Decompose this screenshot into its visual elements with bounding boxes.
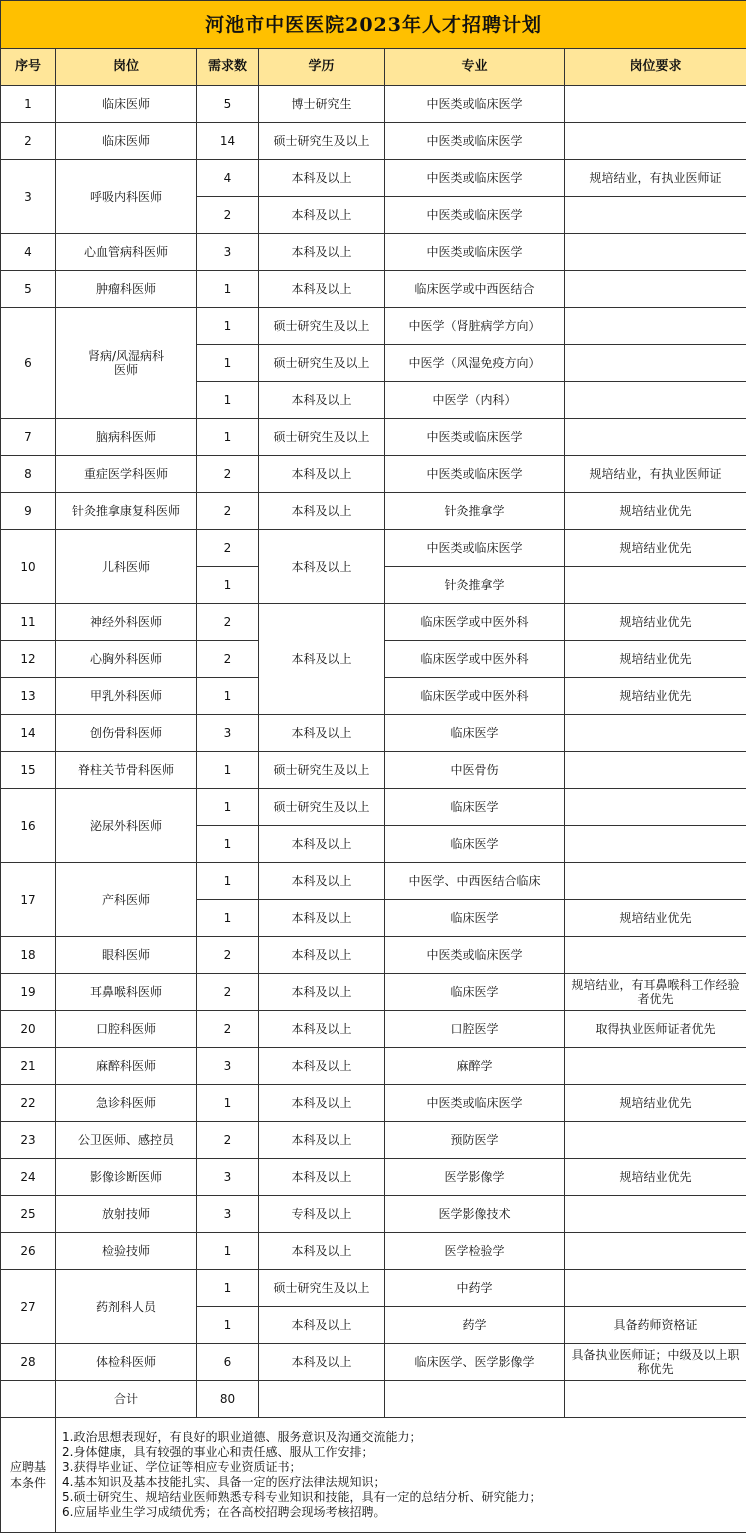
demand-count: 2	[197, 530, 259, 567]
row-number: 10	[1, 530, 56, 604]
post-requirement: 规培结业优先	[565, 530, 746, 567]
post-name: 产科医师	[56, 863, 197, 937]
major: 中医类或临床医学	[385, 1085, 565, 1122]
total-blank	[259, 1381, 385, 1418]
major: 中医类或临床医学	[385, 86, 565, 123]
major: 中医类或临床医学	[385, 456, 565, 493]
post-requirement	[565, 1196, 746, 1233]
post-name: 脑病科医师	[56, 419, 197, 456]
row-number: 2	[1, 123, 56, 160]
total-blank	[1, 1381, 56, 1418]
post-name: 影像诊断医师	[56, 1159, 197, 1196]
post-requirement	[565, 715, 746, 752]
demand-count: 1	[197, 900, 259, 937]
post-name: 急诊科医师	[56, 1085, 197, 1122]
row-number: 4	[1, 234, 56, 271]
post-requirement: 规培结业，有耳鼻喉科工作经验者优先	[565, 974, 746, 1011]
education: 本科及以上	[259, 974, 385, 1011]
header-cell-edu: 学历	[259, 49, 385, 86]
post-requirement: 具备药师资格证	[565, 1307, 746, 1344]
major: 临床医学	[385, 789, 565, 826]
page-title: 河池市中医医院2023年人才招聘计划	[1, 1, 746, 49]
post-requirement	[565, 86, 746, 123]
demand-count: 6	[197, 1344, 259, 1381]
table-row	[1, 604, 746, 641]
post-name: 呼吸内科医师	[56, 160, 197, 234]
major: 中医学（内科）	[385, 382, 565, 419]
condition-item: 5.硕士研究生、规培结业医师熟悉专科专业知识和技能，具有一定的总结分析、研究能力；	[62, 1490, 740, 1505]
demand-count: 1	[197, 1270, 259, 1307]
row-number: 27	[1, 1270, 56, 1344]
post-requirement	[565, 197, 746, 234]
post-requirement: 规培结业优先	[565, 678, 746, 715]
row-number: 28	[1, 1344, 56, 1381]
post-requirement	[565, 308, 746, 345]
post-requirement	[565, 271, 746, 308]
post-name: 针灸推拿康复科医师	[56, 493, 197, 530]
row-number: 11	[1, 604, 56, 641]
major: 中医骨伤	[385, 752, 565, 789]
row-number: 9	[1, 493, 56, 530]
post-requirement: 规培结业优先	[565, 493, 746, 530]
post-requirement: 规培结业优先	[565, 1159, 746, 1196]
demand-count: 3	[197, 234, 259, 271]
post-name: 公卫医师、感控员	[56, 1122, 197, 1159]
table-row	[1, 530, 746, 567]
post-name: 儿科医师	[56, 530, 197, 604]
education: 本科及以上	[259, 160, 385, 197]
table-row	[1, 1085, 746, 1122]
post-name: 创伤骨科医师	[56, 715, 197, 752]
post-requirement	[565, 1122, 746, 1159]
post-name: 耳鼻喉科医师	[56, 974, 197, 1011]
education: 本科及以上	[259, 1233, 385, 1270]
post-name: 泌尿外科医师	[56, 789, 197, 863]
demand-count: 1	[197, 678, 259, 715]
major: 临床医学	[385, 826, 565, 863]
education: 本科及以上	[259, 1085, 385, 1122]
demand-count: 3	[197, 1196, 259, 1233]
table-row	[1, 308, 746, 345]
demand-count: 14	[197, 123, 259, 160]
post-requirement	[565, 789, 746, 826]
row-number: 8	[1, 456, 56, 493]
row-number: 22	[1, 1085, 56, 1122]
table-row	[1, 493, 746, 530]
post-name: 心胸外科医师	[56, 641, 197, 678]
major: 麻醉学	[385, 1048, 565, 1085]
table-row	[1, 1233, 746, 1270]
major: 口腔医学	[385, 1011, 565, 1048]
row-number: 1	[1, 86, 56, 123]
post-name: 神经外科医师	[56, 604, 197, 641]
table-row	[1, 86, 746, 123]
major: 临床医学	[385, 900, 565, 937]
education: 本科及以上	[259, 1011, 385, 1048]
post-requirement: 规培结业优先	[565, 900, 746, 937]
row-number: 15	[1, 752, 56, 789]
education: 本科及以上	[259, 271, 385, 308]
table-row	[1, 419, 746, 456]
major: 中医类或临床医学	[385, 419, 565, 456]
major: 药学	[385, 1307, 565, 1344]
education: 本科及以上	[259, 937, 385, 974]
education: 硕士研究生及以上	[259, 789, 385, 826]
major: 针灸推拿学	[385, 567, 565, 604]
row-number: 19	[1, 974, 56, 1011]
major: 中医学（风湿免疫方向）	[385, 345, 565, 382]
post-requirement	[565, 937, 746, 974]
table-row	[1, 789, 746, 826]
demand-count: 2	[197, 604, 259, 641]
post-name: 眼科医师	[56, 937, 197, 974]
table-row	[1, 1048, 746, 1085]
post-requirement	[565, 234, 746, 271]
major: 临床医学	[385, 974, 565, 1011]
table-row	[1, 752, 746, 789]
major: 临床医学或中医外科	[385, 604, 565, 641]
post-name: 重症医学科医师	[56, 456, 197, 493]
demand-count: 4	[197, 160, 259, 197]
post-requirement: 规培结业优先	[565, 1085, 746, 1122]
post-requirement	[565, 382, 746, 419]
table-row	[1, 234, 746, 271]
condition-item: 2.身体健康，具有较强的事业心和责任感、服从工作安排；	[62, 1445, 740, 1460]
row-number: 24	[1, 1159, 56, 1196]
conditions-row	[1, 1418, 746, 1533]
row-number: 18	[1, 937, 56, 974]
row-number: 20	[1, 1011, 56, 1048]
education: 本科及以上	[259, 863, 385, 900]
major: 中药学	[385, 1270, 565, 1307]
post-requirement	[565, 123, 746, 160]
major: 临床医学	[385, 715, 565, 752]
post-requirement: 规培结业，有执业医师证	[565, 456, 746, 493]
education: 本科及以上	[259, 1048, 385, 1085]
post-name: 临床医师	[56, 123, 197, 160]
education: 博士研究生	[259, 86, 385, 123]
row-number: 5	[1, 271, 56, 308]
post-requirement	[565, 567, 746, 604]
row-number: 26	[1, 1233, 56, 1270]
row-number: 7	[1, 419, 56, 456]
education: 本科及以上	[259, 493, 385, 530]
education: 本科及以上	[259, 456, 385, 493]
post-requirement	[565, 752, 746, 789]
demand-count: 1	[197, 308, 259, 345]
major: 中医类或临床医学	[385, 530, 565, 567]
table-row	[1, 937, 746, 974]
post-name: 肾病/风湿病科 医师	[56, 308, 197, 419]
table-row	[1, 1122, 746, 1159]
major: 中医类或临床医学	[385, 160, 565, 197]
demand-count: 5	[197, 86, 259, 123]
post-requirement: 规培结业，有执业医师证	[565, 160, 746, 197]
major: 医学检验学	[385, 1233, 565, 1270]
demand-count: 1	[197, 752, 259, 789]
header-row	[1, 49, 746, 86]
table-body	[1, 1, 746, 1533]
education: 本科及以上	[259, 197, 385, 234]
demand-count: 1	[197, 271, 259, 308]
row-number: 6	[1, 308, 56, 419]
post-requirement	[565, 1270, 746, 1307]
demand-count: 2	[197, 1122, 259, 1159]
row-number: 25	[1, 1196, 56, 1233]
total-blank	[565, 1381, 746, 1418]
education: 本科及以上	[259, 1159, 385, 1196]
row-number: 14	[1, 715, 56, 752]
header-cell-req: 岗位要求	[565, 49, 746, 86]
total-row	[1, 1381, 746, 1418]
demand-count: 3	[197, 715, 259, 752]
post-name: 口腔科医师	[56, 1011, 197, 1048]
education: 本科及以上	[259, 826, 385, 863]
major: 中医学、中西医结合临床	[385, 863, 565, 900]
major: 中医类或临床医学	[385, 234, 565, 271]
row-number: 17	[1, 863, 56, 937]
demand-count: 1	[197, 567, 259, 604]
education: 本科及以上	[259, 382, 385, 419]
major: 中医类或临床医学	[385, 197, 565, 234]
demand-count: 2	[197, 937, 259, 974]
post-requirement: 具备执业医师证；中级及以上职称优先	[565, 1344, 746, 1381]
total-label: 合计	[56, 1381, 197, 1418]
education: 专科及以上	[259, 1196, 385, 1233]
demand-count: 2	[197, 974, 259, 1011]
post-name: 麻醉科医师	[56, 1048, 197, 1085]
post-requirement	[565, 1048, 746, 1085]
table-row	[1, 1270, 746, 1307]
demand-count: 1	[197, 382, 259, 419]
major: 临床医学、医学影像学	[385, 1344, 565, 1381]
education: 本科及以上	[259, 1344, 385, 1381]
post-name: 肿瘤科医师	[56, 271, 197, 308]
row-number: 3	[1, 160, 56, 234]
condition-item: 6.应届毕业生学习成绩优秀；在各高校招聘会现场考核招聘。	[62, 1505, 740, 1520]
post-name: 临床医师	[56, 86, 197, 123]
demand-count: 1	[197, 826, 259, 863]
major: 中医学（肾脏病学方向）	[385, 308, 565, 345]
post-requirement: 规培结业优先	[565, 641, 746, 678]
education: 硕士研究生及以上	[259, 1270, 385, 1307]
education: 本科及以上	[259, 1122, 385, 1159]
education: 本科及以上	[259, 234, 385, 271]
table-row	[1, 123, 746, 160]
condition-item: 1.政治思想表现好，有良好的职业道德、服务意识及沟通交流能力；	[62, 1430, 740, 1445]
row-number: 12	[1, 641, 56, 678]
post-name: 体检科医师	[56, 1344, 197, 1381]
demand-count: 3	[197, 1159, 259, 1196]
education: 硕士研究生及以上	[259, 752, 385, 789]
education: 硕士研究生及以上	[259, 308, 385, 345]
demand-count: 1	[197, 419, 259, 456]
post-name: 甲乳外科医师	[56, 678, 197, 715]
demand-count: 1	[197, 1233, 259, 1270]
demand-count: 2	[197, 641, 259, 678]
table-row	[1, 1344, 746, 1381]
education: 硕士研究生及以上	[259, 345, 385, 382]
education: 硕士研究生及以上	[259, 419, 385, 456]
post-requirement	[565, 826, 746, 863]
demand-count: 2	[197, 197, 259, 234]
education: 本科及以上	[259, 604, 385, 715]
header-cell-major: 专业	[385, 49, 565, 86]
row-number: 21	[1, 1048, 56, 1085]
total-count: 80	[197, 1381, 259, 1418]
post-name: 检验技师	[56, 1233, 197, 1270]
table-row	[1, 160, 746, 197]
demand-count: 2	[197, 493, 259, 530]
row-number: 23	[1, 1122, 56, 1159]
post-name: 放射技师	[56, 1196, 197, 1233]
demand-count: 1	[197, 863, 259, 900]
condition-item: 3.获得毕业证、学位证等相应专业资质证书；	[62, 1460, 740, 1475]
table-row	[1, 1011, 746, 1048]
post-requirement	[565, 863, 746, 900]
row-number: 13	[1, 678, 56, 715]
table-row	[1, 715, 746, 752]
header-cell-count: 需求数	[197, 49, 259, 86]
major: 中医类或临床医学	[385, 937, 565, 974]
major: 中医类或临床医学	[385, 123, 565, 160]
table-row	[1, 1159, 746, 1196]
education: 本科及以上	[259, 1307, 385, 1344]
demand-count: 1	[197, 1307, 259, 1344]
demand-count: 3	[197, 1048, 259, 1085]
post-requirement: 取得执业医师证者优先	[565, 1011, 746, 1048]
table-row	[1, 456, 746, 493]
demand-count: 2	[197, 456, 259, 493]
education: 本科及以上	[259, 715, 385, 752]
major: 医学影像技术	[385, 1196, 565, 1233]
major: 针灸推拿学	[385, 493, 565, 530]
post-name: 心血管病科医师	[56, 234, 197, 271]
row-number: 16	[1, 789, 56, 863]
conditions-label: 应聘基本条件	[1, 1418, 56, 1533]
demand-count: 2	[197, 1011, 259, 1048]
education: 硕士研究生及以上	[259, 123, 385, 160]
demand-count: 1	[197, 1085, 259, 1122]
condition-item: 4.基本知识及基本技能扎实、具备一定的医疗法律法规知识；	[62, 1475, 740, 1490]
table-row	[1, 863, 746, 900]
major: 临床医学或中医外科	[385, 678, 565, 715]
major: 预防医学	[385, 1122, 565, 1159]
conditions-list	[56, 1418, 746, 1533]
education: 本科及以上	[259, 900, 385, 937]
header-cell-no: 序号	[1, 49, 56, 86]
table-row	[1, 271, 746, 308]
demand-count: 1	[197, 345, 259, 382]
total-blank	[385, 1381, 565, 1418]
post-name: 脊柱关节骨科医师	[56, 752, 197, 789]
post-requirement	[565, 1233, 746, 1270]
post-requirement	[565, 419, 746, 456]
major: 医学影像学	[385, 1159, 565, 1196]
table-row	[1, 1196, 746, 1233]
post-requirement: 规培结业优先	[565, 604, 746, 641]
major: 临床医学或中医外科	[385, 641, 565, 678]
demand-count: 1	[197, 789, 259, 826]
header-cell-post: 岗位	[56, 49, 197, 86]
table-row	[1, 974, 746, 1011]
education: 本科及以上	[259, 530, 385, 604]
major: 临床医学或中西医结合	[385, 271, 565, 308]
post-requirement	[565, 345, 746, 382]
post-name: 药剂科人员	[56, 1270, 197, 1344]
